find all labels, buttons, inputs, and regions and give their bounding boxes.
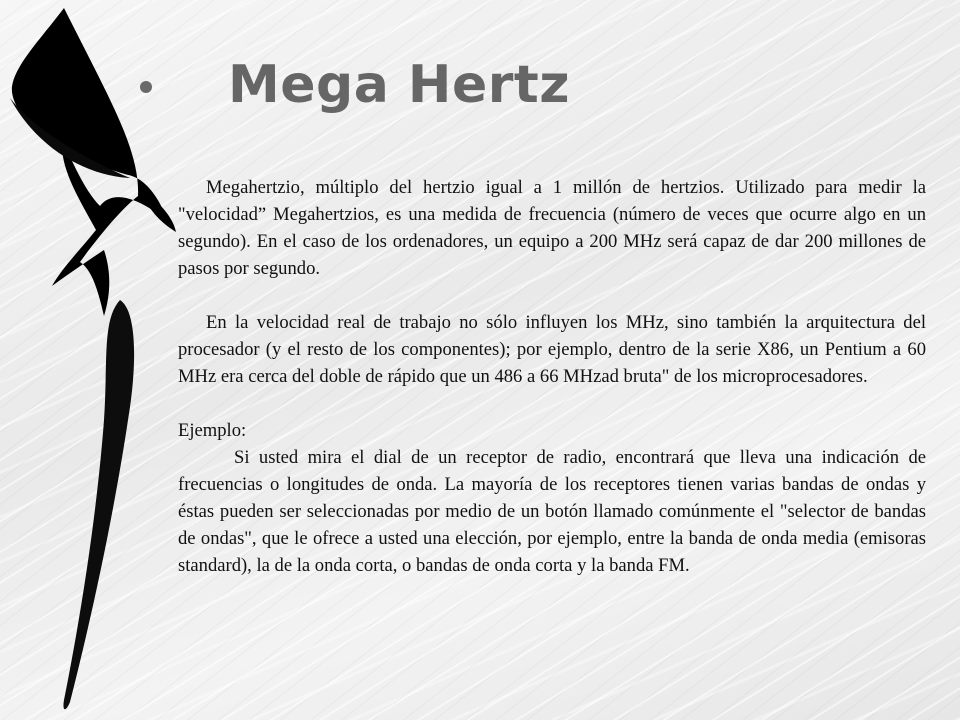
bullet-dot [140, 81, 152, 93]
body-text [178, 174, 926, 579]
ribbon-fold-right [140, 188, 176, 232]
paragraph-megahertzio: Megahertzio, múltiplo del hertzio igual a 1 millón de hertzios. Utilizado para medir la "velocidad” Megahertzios, es una medida de frecuencia (número de veces que ocurre algo en un segundo). En el caso de los ordenadores, un equipo a 200 MHz será capaz de dar 200 millones de pasos por segundo. [178, 177, 926, 279]
slide-title: Mega Hertz [228, 55, 570, 115]
example-label: Ejemplo: [178, 420, 247, 441]
example-paragraph: Si usted mira el dial de un receptor de radio, encontrará que lleva una indicación de frecuencias o longitudes de onda. La mayoría de los receptores tienen varias bandas de ondas y éstas pueden ser seleccionadas por medio de un botón llamado comúnmente el "selector de bandas de ondas", que le ofrece a usted una elección, por ejemplo, entre la banda de onda media (emisoras standard), la de la onda corta, o bandas de onda corta y la banda FM. [178, 447, 926, 576]
paragraph-velocidad-real: En la velocidad real de trabajo no sólo influyen los MHz, sino también la arquitectura del procesador (y el resto de los componentes); por ejemplo, dentro de la serie X86, un Pentium a 60 MHz era cerca del doble de rápido que un 486 a 66 MHzad bruta" de los microprocesadores. [178, 312, 926, 387]
title-row [140, 50, 570, 120]
ribbon-lower-tail [63, 300, 134, 709]
